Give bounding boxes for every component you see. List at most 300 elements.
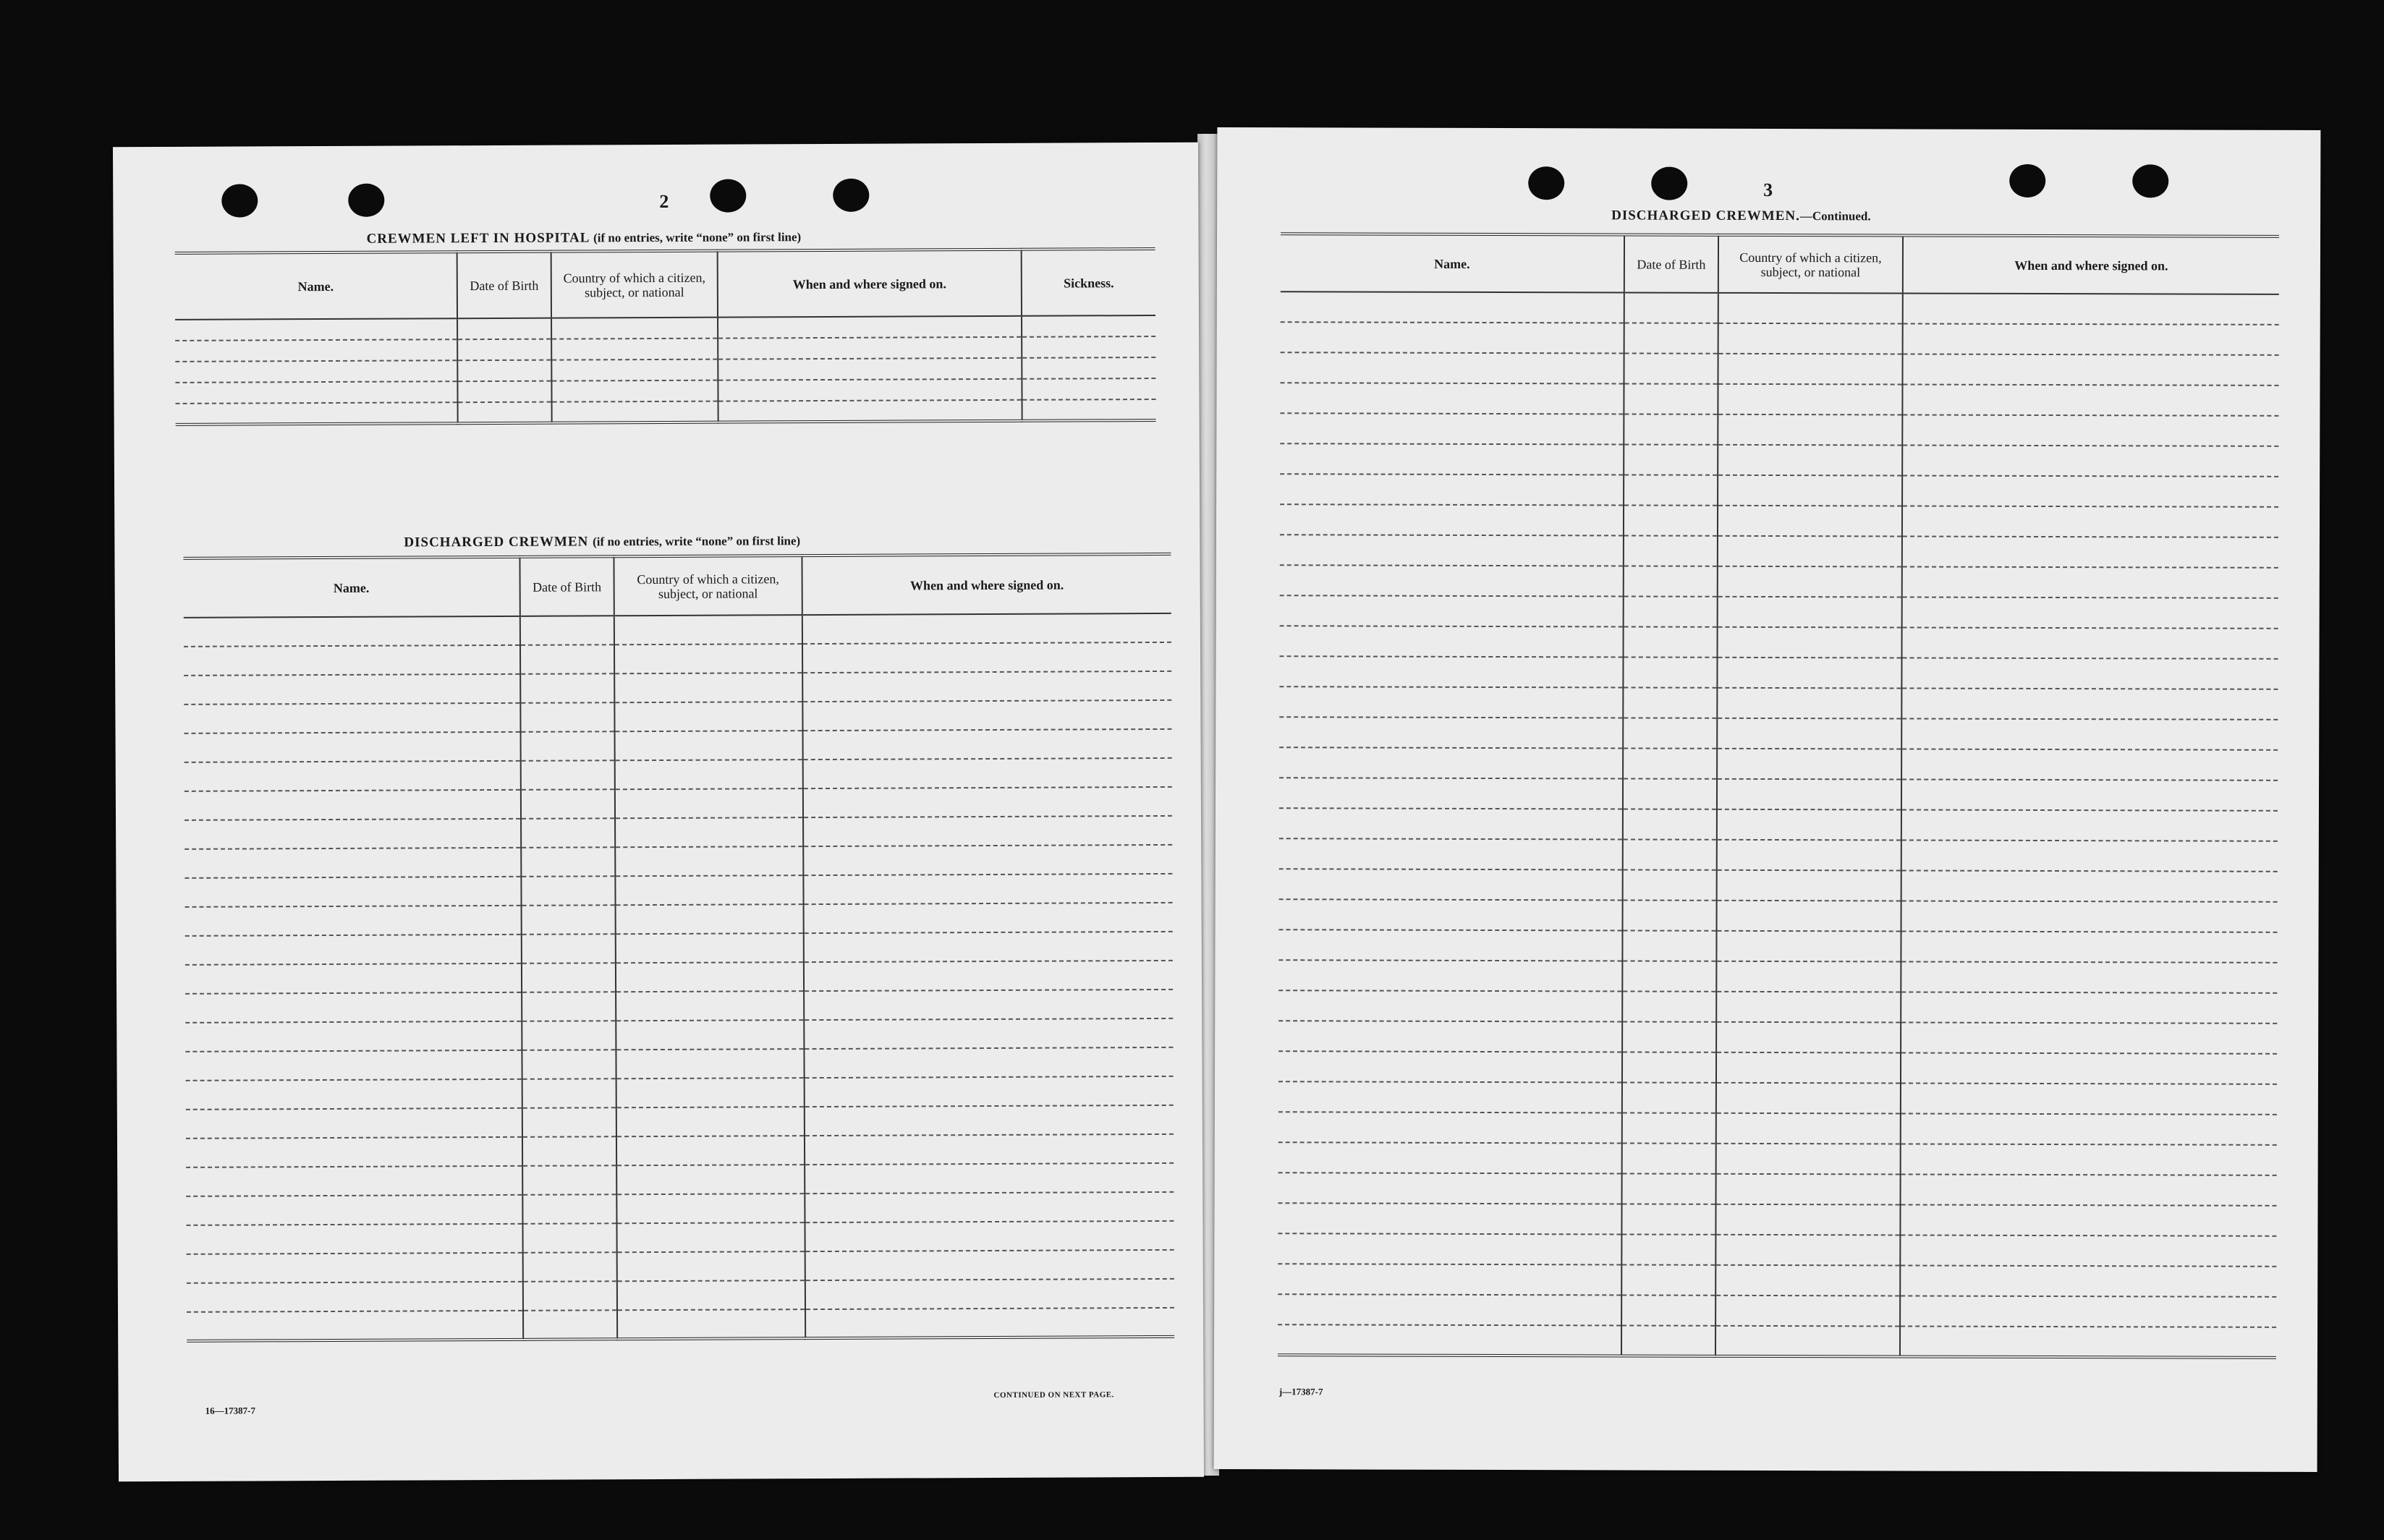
signed-on-cell[interactable] [805, 1279, 1174, 1309]
signed-on-cell[interactable] [803, 758, 1172, 788]
dob-cell[interactable] [523, 1252, 617, 1282]
country-cell[interactable] [1716, 1144, 1901, 1175]
name-cell[interactable] [1279, 808, 1623, 839]
country-cell[interactable] [1716, 1113, 1901, 1144]
dob-cell[interactable] [521, 731, 615, 761]
dob-cell[interactable] [522, 1021, 616, 1050]
country-cell[interactable] [615, 760, 803, 789]
country-cell[interactable] [1718, 414, 1902, 446]
table-row [1281, 352, 2279, 386]
country-cell[interactable] [1717, 658, 1901, 689]
dob-cell[interactable] [1621, 1204, 1715, 1234]
name-cell[interactable] [185, 1050, 522, 1081]
name-cell[interactable] [185, 1021, 522, 1052]
country-cell[interactable] [617, 1280, 805, 1310]
name-cell[interactable] [1278, 1294, 1621, 1325]
country-cell[interactable] [616, 1165, 805, 1194]
table-row [1279, 899, 2278, 932]
country-cell[interactable] [1718, 475, 1902, 506]
right-page [1214, 127, 2321, 1472]
name-cell[interactable] [1280, 626, 1624, 657]
country-cell[interactable] [1717, 870, 1901, 901]
name-cell[interactable] [1280, 535, 1624, 566]
name-cell[interactable] [1280, 413, 1624, 444]
sickness-cell[interactable] [1022, 399, 1156, 421]
dob-cell[interactable] [522, 1194, 616, 1224]
table-row [187, 1308, 1174, 1341]
country-cell[interactable] [551, 339, 718, 360]
dob-cell[interactable] [1623, 809, 1717, 839]
dob-cell[interactable] [1622, 1113, 1716, 1143]
country-cell[interactable] [615, 817, 803, 847]
country-cell[interactable] [1717, 718, 1901, 749]
signed-on-cell[interactable] [1902, 506, 2278, 537]
country-cell[interactable] [616, 1107, 805, 1136]
name-cell[interactable] [186, 1079, 522, 1110]
name-cell[interactable] [1278, 1051, 1622, 1082]
signed-on-cell[interactable] [1902, 445, 2278, 476]
table-row [185, 961, 1173, 994]
dob-cell[interactable] [522, 963, 616, 992]
dob-cell[interactable] [1624, 444, 1718, 475]
country-cell[interactable] [1718, 293, 1903, 324]
country-cell[interactable] [1717, 779, 1901, 810]
name-cell[interactable] [1281, 322, 1624, 353]
dob-cell[interactable] [457, 339, 551, 361]
sickness-cell[interactable] [1022, 336, 1155, 358]
signed-on-cell[interactable] [1901, 1174, 2277, 1205]
signed-on-cell[interactable] [802, 613, 1171, 644]
dob-cell[interactable] [523, 1310, 617, 1340]
country-cell[interactable] [614, 615, 802, 644]
name-cell[interactable] [187, 1253, 523, 1283]
country-cell[interactable] [615, 788, 803, 818]
dob-cell[interactable] [1623, 687, 1717, 718]
name-cell[interactable] [1278, 990, 1622, 1021]
country-cell[interactable] [616, 1222, 805, 1252]
table-row [1278, 960, 2277, 993]
name-cell[interactable] [186, 1166, 522, 1196]
dob-cell[interactable] [1624, 566, 1718, 596]
dob-cell[interactable] [521, 876, 615, 906]
dob-cell[interactable] [1621, 1325, 1715, 1356]
signed-on-cell[interactable] [1902, 475, 2278, 506]
signed-on-cell[interactable] [804, 932, 1173, 962]
country-cell[interactable] [616, 1136, 805, 1165]
dob-cell[interactable] [1622, 1082, 1716, 1113]
dob-cell[interactable] [1623, 748, 1717, 778]
name-cell[interactable] [185, 906, 522, 936]
signed-on-cell[interactable] [802, 642, 1171, 673]
punch-hole [2132, 164, 2168, 197]
signed-on-cell[interactable] [803, 729, 1172, 760]
name-cell[interactable] [175, 318, 457, 341]
dob-cell[interactable] [1622, 1021, 1716, 1052]
signed-on-cell[interactable] [1901, 1113, 2277, 1144]
country-cell[interactable] [616, 962, 804, 992]
col-country: Country of which a citizen, subject, or national [1718, 235, 1903, 294]
name-cell[interactable] [185, 935, 522, 965]
country-cell[interactable] [614, 673, 802, 702]
country-cell[interactable] [616, 991, 804, 1021]
table-row [1278, 990, 2277, 1024]
table-row [184, 816, 1172, 849]
dob-cell[interactable] [1623, 657, 1717, 687]
country-cell[interactable] [615, 846, 803, 876]
name-cell[interactable] [1278, 960, 1622, 991]
country-cell[interactable] [1718, 627, 1902, 658]
dob-cell[interactable] [1623, 900, 1717, 930]
dob-cell[interactable] [522, 1107, 616, 1137]
dob-cell[interactable] [1622, 1143, 1716, 1173]
signed-on-cell[interactable] [718, 337, 1022, 360]
dob-cell[interactable] [1622, 930, 1716, 961]
table-row [1278, 1294, 2276, 1327]
dob-cell[interactable] [457, 360, 551, 382]
name-cell[interactable] [184, 790, 521, 820]
signed-on-cell[interactable] [803, 787, 1172, 817]
table-row [184, 845, 1172, 878]
name-cell[interactable] [1279, 686, 1623, 718]
signed-on-cell[interactable] [1902, 566, 2278, 597]
dob-cell[interactable] [1622, 1052, 1716, 1082]
punch-hole [221, 184, 258, 217]
name-cell[interactable] [184, 645, 520, 676]
name-cell[interactable] [1280, 443, 1624, 475]
name-cell[interactable] [185, 963, 522, 994]
signed-on-cell[interactable] [805, 1192, 1174, 1222]
country-cell[interactable] [1715, 1235, 1900, 1266]
name-cell[interactable] [186, 1224, 522, 1254]
col-country: Country of which a citizen, subject, or national [614, 556, 802, 616]
signed-on-cell[interactable] [805, 1134, 1174, 1165]
dob-cell[interactable] [1622, 961, 1716, 991]
name-cell[interactable] [1281, 292, 1624, 323]
dob-cell[interactable] [521, 847, 615, 877]
signed-on-cell[interactable] [1901, 779, 2278, 810]
dob-cell[interactable] [1624, 353, 1718, 383]
name-cell[interactable] [184, 732, 521, 762]
signed-on-cell[interactable] [1901, 901, 2278, 932]
table-row [184, 613, 1171, 647]
name-cell[interactable] [175, 339, 457, 362]
signed-on-cell[interactable] [1902, 384, 2278, 415]
dob-cell[interactable] [522, 992, 616, 1021]
country-cell[interactable] [1717, 749, 1901, 780]
country-cell[interactable] [1718, 506, 1902, 537]
name-cell[interactable] [187, 1311, 523, 1341]
table-row [1280, 626, 2278, 659]
name-cell[interactable] [175, 381, 457, 404]
country-cell[interactable] [1718, 323, 1903, 354]
hospital-title-main: CREWMEN LEFT IN HOSPITAL [366, 230, 590, 247]
table-row [1278, 1112, 2277, 1145]
country-cell[interactable] [1718, 536, 1902, 567]
country-cell[interactable] [617, 1309, 805, 1339]
signed-on-cell[interactable] [805, 1076, 1174, 1107]
country-cell[interactable] [1718, 384, 1902, 415]
country-cell[interactable] [1718, 445, 1902, 476]
name-cell[interactable] [1280, 595, 1624, 626]
dob-cell[interactable] [1623, 718, 1717, 748]
dob-cell[interactable] [522, 905, 616, 935]
country-cell[interactable] [615, 731, 803, 760]
name-cell[interactable] [1281, 352, 1624, 383]
name-cell[interactable] [1279, 838, 1623, 869]
dob-cell[interactable] [1623, 778, 1717, 809]
dob-cell[interactable] [1621, 1295, 1715, 1325]
signed-on-cell[interactable] [1903, 354, 2279, 385]
country-cell[interactable] [552, 401, 718, 423]
name-cell[interactable] [185, 992, 522, 1023]
table-row [185, 1047, 1173, 1081]
name-cell[interactable] [184, 616, 520, 647]
name-cell[interactable] [1280, 383, 1624, 414]
table-row [1278, 1081, 2277, 1115]
country-cell[interactable] [1716, 1022, 1901, 1053]
country-cell[interactable] [1717, 688, 1901, 719]
dob-cell[interactable] [520, 673, 614, 703]
table-row [1281, 322, 2279, 355]
country-cell[interactable] [1715, 1265, 1900, 1296]
signed-on-cell[interactable] [1901, 1052, 2277, 1084]
country-cell[interactable] [616, 1078, 805, 1107]
signed-on-cell[interactable] [805, 1308, 1174, 1338]
name-cell[interactable] [184, 848, 521, 878]
dob-cell[interactable] [521, 760, 615, 790]
signed-on-cell[interactable] [1901, 840, 2278, 871]
signed-on-cell[interactable] [718, 400, 1022, 422]
table-row [1278, 1233, 2276, 1267]
country-cell[interactable] [1715, 1204, 1900, 1235]
sickness-cell[interactable] [1022, 378, 1155, 400]
name-cell[interactable] [1280, 565, 1624, 596]
country-cell[interactable] [551, 380, 718, 402]
signed-on-cell[interactable] [805, 1221, 1174, 1251]
dob-cell[interactable] [1624, 505, 1718, 535]
dob-cell[interactable] [1624, 383, 1718, 414]
dob-cell[interactable] [1623, 839, 1717, 869]
signed-on-cell[interactable] [1901, 1144, 2277, 1175]
signed-on-cell[interactable] [802, 700, 1171, 731]
country-cell[interactable] [616, 1049, 804, 1079]
country-cell[interactable] [1715, 1326, 1900, 1357]
left-page [113, 142, 1204, 1482]
dob-cell[interactable] [522, 1165, 616, 1195]
country-cell[interactable] [1716, 931, 1901, 962]
country-cell[interactable] [1715, 1296, 1900, 1327]
name-cell[interactable] [1278, 1081, 1622, 1113]
name-cell[interactable] [1279, 899, 1623, 930]
name-cell[interactable] [1280, 504, 1624, 535]
name-cell[interactable] [184, 703, 520, 733]
signed-on-cell[interactable] [1902, 597, 2278, 628]
country-cell[interactable] [616, 1194, 805, 1223]
dob-cell[interactable] [1624, 535, 1718, 566]
signed-on-cell[interactable] [1902, 414, 2278, 446]
country-cell[interactable] [616, 1020, 804, 1050]
country-cell[interactable] [1718, 354, 1903, 385]
name-cell[interactable] [1279, 717, 1623, 748]
country-cell[interactable] [551, 360, 718, 381]
table-row [1280, 383, 2278, 416]
signed-on-cell[interactable] [1901, 992, 2277, 1023]
dob-cell[interactable] [457, 381, 551, 403]
dob-cell[interactable] [1624, 292, 1718, 323]
name-cell[interactable] [1279, 869, 1623, 900]
signed-on-cell[interactable] [1900, 1296, 2276, 1327]
name-cell[interactable] [1278, 1142, 1622, 1173]
signed-on-cell[interactable] [802, 671, 1171, 702]
name-cell[interactable] [187, 1282, 523, 1312]
dob-cell[interactable] [522, 1079, 616, 1108]
dob-cell[interactable] [520, 702, 614, 732]
dob-cell[interactable] [1624, 475, 1718, 505]
signed-on-cell[interactable] [1903, 293, 2279, 324]
dob-cell[interactable] [1624, 414, 1718, 444]
name-cell[interactable] [1278, 1264, 1621, 1295]
signed-on-cell[interactable] [803, 816, 1172, 846]
signed-on-cell[interactable] [1901, 961, 2277, 992]
hospital-table [175, 247, 1156, 426]
name-cell[interactable] [176, 402, 458, 425]
dob-cell[interactable] [522, 1223, 616, 1253]
signed-on-cell[interactable] [718, 379, 1022, 401]
dob-cell[interactable] [1624, 626, 1718, 657]
dob-cell[interactable] [1623, 869, 1717, 900]
dob-cell[interactable] [1621, 1234, 1715, 1264]
country-cell[interactable] [614, 702, 802, 731]
dob-cell[interactable] [457, 318, 551, 340]
dob-cell[interactable] [1622, 1173, 1716, 1204]
signed-on-cell[interactable] [805, 1163, 1174, 1194]
country-cell[interactable] [1718, 566, 1902, 597]
dob-cell[interactable] [523, 1281, 617, 1311]
sickness-cell[interactable] [1022, 357, 1155, 379]
dob-cell[interactable] [520, 616, 614, 645]
country-cell[interactable] [1718, 597, 1902, 628]
signed-on-cell[interactable] [1901, 1022, 2277, 1053]
name-cell[interactable] [175, 360, 457, 383]
table-row [1280, 535, 2278, 568]
name-cell[interactable] [1280, 474, 1624, 505]
name-cell[interactable] [1278, 1203, 1621, 1234]
dob-cell[interactable] [1624, 323, 1718, 353]
table-row [1278, 1142, 2277, 1175]
name-cell[interactable] [184, 674, 520, 705]
signed-on-cell[interactable] [804, 1047, 1173, 1078]
signed-on-cell[interactable] [1901, 658, 2278, 689]
signed-on-cell[interactable] [718, 358, 1022, 380]
table-row [186, 1076, 1174, 1110]
country-cell[interactable] [614, 644, 802, 673]
col-name: Name. [1281, 234, 1624, 292]
name-cell[interactable] [184, 819, 521, 849]
dob-cell[interactable] [522, 1136, 616, 1166]
dob-cell[interactable] [1622, 991, 1716, 1021]
signed-on-cell[interactable] [1901, 931, 2277, 962]
signed-on-cell[interactable] [1901, 718, 2278, 749]
signed-on-cell[interactable] [804, 990, 1173, 1020]
page-number: 3 [1763, 179, 1773, 201]
country-cell[interactable] [551, 318, 718, 339]
name-cell[interactable] [1279, 656, 1623, 687]
country-cell[interactable] [616, 933, 804, 963]
signed-on-cell[interactable] [1900, 1204, 2276, 1235]
country-cell[interactable] [1716, 1174, 1901, 1205]
country-cell[interactable] [616, 904, 804, 934]
name-cell[interactable] [1279, 747, 1623, 778]
table-row [184, 874, 1172, 907]
table-row [1278, 1051, 2277, 1084]
signed-on-cell[interactable] [718, 316, 1022, 339]
country-cell[interactable] [1717, 840, 1901, 871]
country-cell[interactable] [615, 875, 803, 905]
name-cell[interactable] [186, 1137, 522, 1167]
signed-on-cell[interactable] [805, 1105, 1174, 1136]
name-cell[interactable] [1278, 1233, 1621, 1264]
country-cell[interactable] [1716, 992, 1901, 1023]
col-name: Name. [183, 557, 519, 618]
signed-on-cell[interactable] [1900, 1265, 2276, 1296]
name-cell[interactable] [1278, 1173, 1622, 1204]
signed-on-cell[interactable] [803, 845, 1172, 875]
sickness-cell[interactable] [1022, 315, 1155, 337]
signed-on-cell[interactable] [1902, 627, 2278, 658]
signed-on-cell[interactable] [1900, 1326, 2276, 1357]
name-cell[interactable] [1278, 929, 1622, 961]
dob-cell[interactable] [521, 789, 615, 819]
name-cell[interactable] [1279, 778, 1623, 809]
signed-on-cell[interactable] [1901, 688, 2278, 719]
signed-on-cell[interactable] [1901, 870, 2278, 901]
name-cell[interactable] [186, 1195, 522, 1225]
dob-cell[interactable] [1624, 596, 1718, 626]
signed-on-cell[interactable] [1901, 809, 2278, 841]
name-cell[interactable] [1278, 1021, 1622, 1052]
signed-on-cell[interactable] [804, 903, 1173, 933]
signed-on-cell[interactable] [805, 1250, 1174, 1280]
signed-on-cell[interactable] [1903, 323, 2279, 354]
country-cell[interactable] [1717, 901, 1901, 932]
name-cell[interactable] [184, 761, 521, 791]
country-cell[interactable] [617, 1251, 805, 1281]
dob-cell[interactable] [520, 644, 614, 674]
signed-on-cell[interactable] [804, 1018, 1173, 1049]
dob-cell[interactable] [458, 402, 552, 424]
country-cell[interactable] [1717, 809, 1901, 841]
country-cell[interactable] [1716, 1052, 1901, 1084]
dob-cell[interactable] [522, 934, 616, 963]
signed-on-cell[interactable] [1902, 536, 2278, 567]
signed-on-cell[interactable] [1900, 1235, 2276, 1266]
signed-on-cell[interactable] [804, 961, 1173, 991]
dob-cell[interactable] [1621, 1264, 1715, 1295]
name-cell[interactable] [1278, 1324, 1621, 1356]
dob-cell[interactable] [521, 818, 615, 848]
name-cell[interactable] [184, 877, 521, 907]
table-row [185, 932, 1173, 965]
dob-cell[interactable] [522, 1050, 616, 1079]
signed-on-cell[interactable] [1901, 1083, 2277, 1114]
name-cell[interactable] [186, 1108, 522, 1139]
country-cell[interactable] [1716, 1083, 1901, 1114]
country-cell[interactable] [1716, 961, 1901, 992]
signed-on-cell[interactable] [1901, 749, 2278, 780]
table-row [1279, 717, 2278, 750]
signed-on-cell[interactable] [803, 874, 1172, 904]
name-cell[interactable] [1278, 1112, 1622, 1143]
